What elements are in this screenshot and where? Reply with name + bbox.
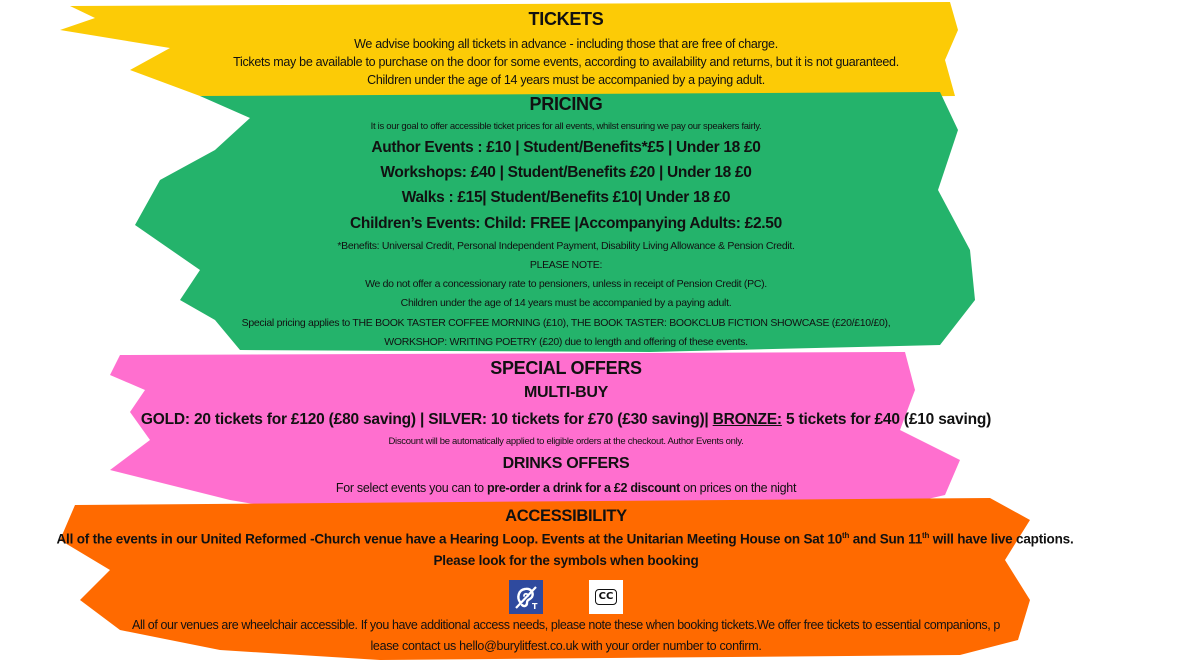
closed-captions-icon [589,580,623,614]
pricing-concession-note: We do not offer a concessionary rate to pensioners, unless in receipt of Pension Credit (PC). [365,278,767,290]
accessibility-text-c: will have live captions. [929,531,1074,547]
pricing-special-1: Special pricing applies to THE BOOK TASTER COFFEE MORNING (£10), THE BOOK TASTER: BOOKCLUB FICTION SHOWCASE (£20/£10/£0), [241,317,891,329]
tickets-heading: TICKETS [528,9,604,29]
drinks-offers-heading: DRINKS OFFERS [502,455,630,472]
tickets-children-note: Children under the age of 14 years must be accompanied by a paying adult. [367,73,765,87]
pricing-benefits-note: *Benefits: Universal Credit, Personal Independent Payment, Disability Living Allowance & Pension Credit. [337,240,795,252]
accessibility-sup-1: th [842,531,850,540]
drinks-pre: For select events you can to [335,481,487,495]
drinks-post: on prices on the night [680,481,797,495]
accessibility-text-a: All of the events in our United Reformed -Church venue have a Hearing Loop. Events at the Unitarian Meeting House on Sat 10 [56,531,843,547]
drinks-offer-text [0,481,1132,495]
pricing-heading: PRICING [529,94,603,114]
special-offers-heading: SPECIAL OFFERS [490,358,642,378]
svg-text:T: T [532,602,538,611]
pricing-children-note: Children under the age of 14 years must be accompanied by a paying adult. [400,297,732,309]
symbols-note: Please look for the symbols when booking [433,553,699,568]
wheelchair-access-line-2: lease contact us hello@burylitfest.co.uk with your order number to confirm. [370,639,762,653]
tickets-door-availability: Tickets may be available to purchase on the door for some events, according to availability and returns, but it is not guaranteed. [233,55,899,69]
tickets-advice: We advise booking all tickets in advance - including those that are free of charge. [354,37,778,51]
pricing-author-events: Author Events : £10 | Student/Benefits*£5 | Under 18 £0 [371,139,761,156]
multi-buy-tiers [0,411,1132,429]
pricing-please-note: PLEASE NOTE: [529,259,603,271]
gold-silver-tiers: GOLD: 20 tickets for £120 (£80 saving) | SILVER: 10 tickets for £70 (£30 saving)| [140,411,713,428]
pricing-walks: Walks : £15| Student/Benefits £10| Under 18 £0 [401,189,731,206]
pricing-intro: It is our goal to offer accessible ticket prices for all events, whilst ensuring we pay our speakers fairly. [370,121,762,132]
bronze-tier: 5 tickets for £40 (£10 saving) [781,411,992,428]
cc-label: CC [595,589,618,605]
pricing-special-2: WORKSHOP: WRITING POETRY (£20) due to length and offering of these events. [384,336,748,348]
pricing-workshops: Workshops: £40 | Student/Benefits £20 | Under 18 £0 [380,164,752,181]
accessibility-text-b: and Sun 11 [849,531,923,547]
hearing-loop-icon [509,580,543,614]
accessibility-venues-text [0,531,1130,547]
accessibility-heading: ACCESSIBILITY [505,507,627,525]
drinks-bold: pre-order a drink for a £2 discount [486,481,681,495]
bronze-label: BRONZE: [712,411,782,428]
pricing-childrens-events: Children’s Events: Child: FREE |Accompanying Adults: £2.50 [350,215,782,232]
wheelchair-access-line-1: All of our venues are wheelchair accessible. If you have additional access needs, please note these when booking tickets.We offer free tickets to essential companions, p [132,618,1000,632]
accessibility-sup-2: th [922,531,930,540]
multi-buy-heading: MULTI-BUY [523,384,609,401]
discount-note: Discount will be automatically applied to eligible orders at the checkout. Author Events only. [388,436,744,447]
